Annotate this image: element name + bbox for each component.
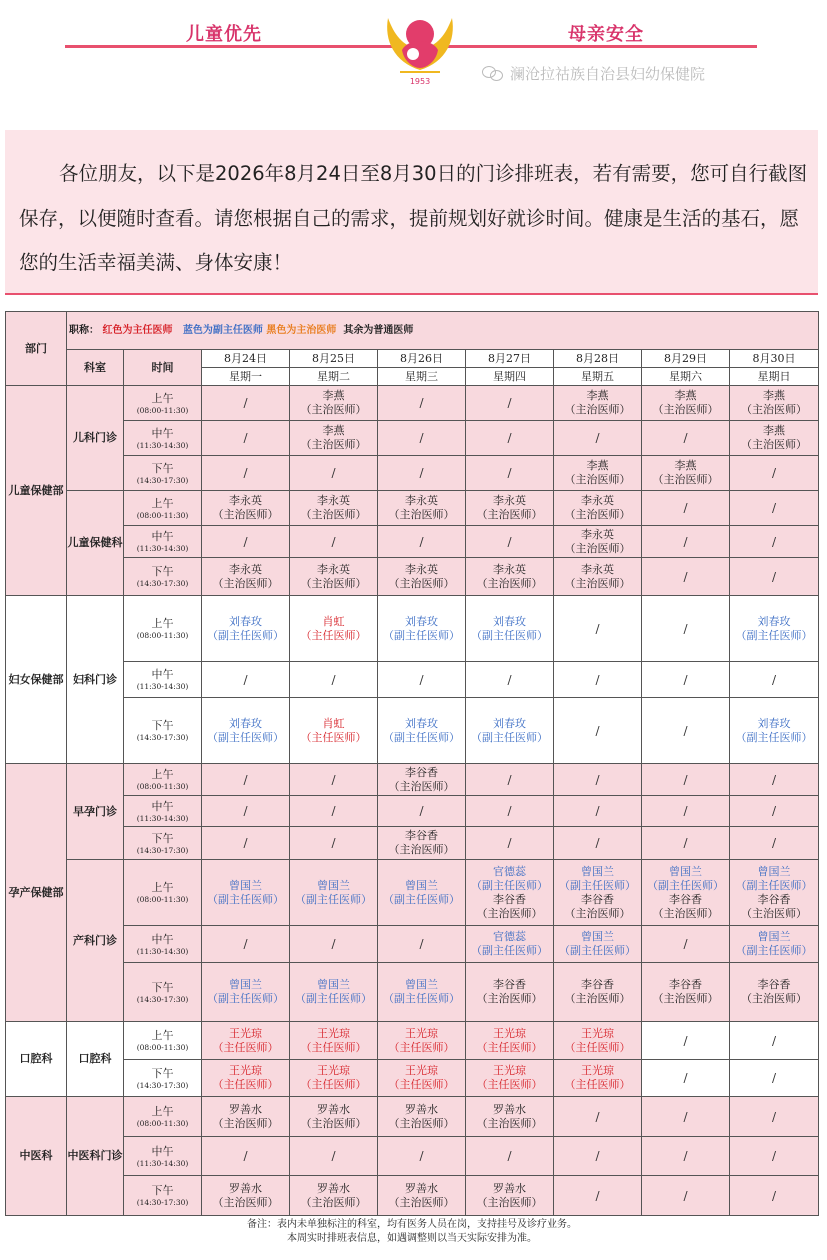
slot-empty: / bbox=[554, 827, 642, 860]
weekday-cell: 星期日 bbox=[730, 368, 819, 386]
slot-empty: / bbox=[642, 827, 730, 860]
slot-doctor: 王光琼 （主任医师） bbox=[554, 1060, 642, 1097]
slot-doctor: 李燕 （主治医师） bbox=[554, 386, 642, 421]
slot-empty: / bbox=[466, 1137, 554, 1176]
session-noon: 中午 (11:30-14:30) bbox=[124, 926, 202, 963]
slot-doctor: 曾国兰 （副主任医师） bbox=[378, 963, 466, 1022]
slot-empty: / bbox=[378, 526, 466, 558]
slot-empty: / bbox=[466, 662, 554, 698]
room-pediatrics: 儿科门诊 bbox=[67, 386, 124, 491]
slot-empty: / bbox=[730, 1097, 819, 1137]
slot-doctor: 王光琼 （主任医师） bbox=[554, 1022, 642, 1060]
slot-doctor: 刘春玫 （副主任医师） bbox=[378, 596, 466, 662]
room-obstetrics: 产科门诊 bbox=[67, 860, 124, 1022]
slot-empty: / bbox=[642, 796, 730, 827]
slot-empty: / bbox=[554, 1137, 642, 1176]
slot-empty: / bbox=[554, 1097, 642, 1137]
slot-empty: / bbox=[642, 662, 730, 698]
footnote-line-2: 本周实时排班表信息，如遇调整则以当天实际安排为准。 bbox=[287, 1232, 538, 1244]
room-tcm: 中医科门诊 bbox=[67, 1097, 124, 1216]
session-pm: 下午 (14:30-17:30) bbox=[124, 1060, 202, 1097]
slot-doctor: 李燕 （主治医师） bbox=[730, 421, 819, 456]
slot-empty: / bbox=[642, 926, 730, 963]
slot-empty: / bbox=[642, 596, 730, 662]
slot-doctor: 罗善水 （主治医师） bbox=[466, 1176, 554, 1216]
weekday-cell: 星期四 bbox=[466, 368, 554, 386]
slot-empty: / bbox=[642, 558, 730, 596]
slot-empty: / bbox=[730, 662, 819, 698]
slot-doctor: 李谷香 （主治医师） bbox=[378, 764, 466, 796]
date-cell: 8月27日 bbox=[466, 350, 554, 368]
slot-doctor: 李永英 （主治医师） bbox=[378, 558, 466, 596]
slogan-left: 儿童优先 bbox=[186, 24, 262, 45]
date-cell: 8月29日 bbox=[642, 350, 730, 368]
slot-empty: / bbox=[730, 1060, 819, 1097]
slot-doctor: 李谷香 （主治医师） bbox=[466, 963, 554, 1022]
slot-empty: / bbox=[642, 698, 730, 764]
slot-empty: / bbox=[378, 1137, 466, 1176]
slot-doctor: 李谷香 （主治医师） bbox=[730, 963, 819, 1022]
dept-maternity: 孕产保健部 bbox=[6, 764, 67, 1022]
slot-empty: / bbox=[466, 827, 554, 860]
slot-empty: / bbox=[730, 1022, 819, 1060]
slot-doctor: 官德蕊 （副主任医师） bbox=[466, 926, 554, 963]
dept-child: 儿童保健部 bbox=[6, 386, 67, 596]
footnote-line-1: 备注：表内未单独标注的科室，均有医务人员在岗，支持挂号及诊疗业务。 bbox=[247, 1218, 578, 1230]
slot-empty: / bbox=[730, 558, 819, 596]
watermark-text: 澜沧拉祜族自治县妇幼保健院 bbox=[510, 65, 706, 83]
weekday-cell: 星期三 bbox=[378, 368, 466, 386]
slot-doctor: 李永英 （主治医师） bbox=[466, 491, 554, 526]
slot-empty: / bbox=[202, 662, 290, 698]
slot-doctor: 李永英 （主治医师） bbox=[202, 491, 290, 526]
room-dental: 口腔科 bbox=[67, 1022, 124, 1097]
slot-empty: / bbox=[730, 526, 819, 558]
intro-box bbox=[5, 130, 818, 295]
date-cell: 8月24日 bbox=[202, 350, 290, 368]
slot-empty: / bbox=[466, 386, 554, 421]
slot-empty: / bbox=[554, 421, 642, 456]
slot-doctor: 曾国兰 （副主任医师） bbox=[202, 860, 290, 926]
room-gyn: 妇科门诊 bbox=[67, 596, 124, 764]
slot-empty: / bbox=[642, 1176, 730, 1216]
session-am: 上午 (08:00-11:30) bbox=[124, 764, 202, 796]
slot-empty: / bbox=[378, 456, 466, 491]
dept-tcm: 中医科 bbox=[6, 1097, 67, 1216]
slot-empty: / bbox=[378, 421, 466, 456]
slot-doctor: 刘春玫 （副主任医师） bbox=[202, 698, 290, 764]
slot-empty: / bbox=[466, 456, 554, 491]
slot-empty: / bbox=[290, 1137, 378, 1176]
dept-women: 妇女保健部 bbox=[6, 596, 67, 764]
slot-doctor: 李永英 （主治医师） bbox=[290, 558, 378, 596]
session-am: 上午 (08:00-11:30) bbox=[124, 386, 202, 421]
schedule-table bbox=[5, 311, 819, 1248]
slot-empty: / bbox=[290, 764, 378, 796]
slot-empty: / bbox=[290, 926, 378, 963]
slot-doctor: 王光琼 （主任医师） bbox=[378, 1060, 466, 1097]
slot-empty: / bbox=[466, 796, 554, 827]
slot-doctor: 曾国兰 （副主任医师） bbox=[290, 860, 378, 926]
header bbox=[0, 0, 827, 100]
session-pm: 下午 (14:30-17:30) bbox=[124, 1176, 202, 1216]
slot-empty: / bbox=[202, 1137, 290, 1176]
wechat-icon bbox=[482, 66, 504, 80]
slot-doctor: 肖虹 （主任医师） bbox=[290, 698, 378, 764]
slot-doctor: 罗善水 （主治医师） bbox=[378, 1097, 466, 1137]
slot-empty: / bbox=[554, 698, 642, 764]
legend: 职称： 红色为主任医师 蓝色为副主任医师 黑色为主治医师 其余为普通医师 bbox=[67, 312, 819, 350]
slot-doctor: 罗善水 （主治医师） bbox=[202, 1097, 290, 1137]
slot-empty: / bbox=[730, 764, 819, 796]
session-pm: 下午 (14:30-17:30) bbox=[124, 827, 202, 860]
slot-empty: / bbox=[642, 526, 730, 558]
slot-empty: / bbox=[378, 662, 466, 698]
slot-empty: / bbox=[290, 827, 378, 860]
slot-doctor: 李燕 （主治医师） bbox=[642, 386, 730, 421]
slot-empty: / bbox=[730, 1176, 819, 1216]
slot-doctor: 罗善水 （主治医师） bbox=[290, 1176, 378, 1216]
session-pm: 下午 (14:30-17:30) bbox=[124, 963, 202, 1022]
slot-doctor: 王光琼 （主任医师） bbox=[378, 1022, 466, 1060]
slot-empty: / bbox=[642, 491, 730, 526]
slot-empty: / bbox=[554, 596, 642, 662]
slot-doctor: 李永英 （主治医师） bbox=[466, 558, 554, 596]
slot-empty: / bbox=[378, 926, 466, 963]
slot-doctor: 曾国兰 （副主任医师） 李谷香 （主治医师） bbox=[642, 860, 730, 926]
slot-empty: / bbox=[554, 796, 642, 827]
slot-doctor: 刘春玫 （副主任医师） bbox=[466, 596, 554, 662]
session-am: 上午 (08:00-11:30) bbox=[124, 596, 202, 662]
date-cell: 8月26日 bbox=[378, 350, 466, 368]
slot-doctor: 李燕 （主治医师） bbox=[290, 421, 378, 456]
slot-doctor: 李永英 （主治医师） bbox=[554, 491, 642, 526]
slot-doctor: 王光琼 （主任医师） bbox=[466, 1022, 554, 1060]
date-cell: 8月28日 bbox=[554, 350, 642, 368]
slot-empty: / bbox=[378, 796, 466, 827]
slot-doctor: 王光琼 （主任医师） bbox=[290, 1060, 378, 1097]
slot-doctor: 官德蕊 （副主任医师） 李谷香 （主治医师） bbox=[466, 860, 554, 926]
slot-empty: / bbox=[642, 764, 730, 796]
slot-doctor: 李谷香 （主治医师） bbox=[554, 963, 642, 1022]
slot-doctor: 曾国兰 （副主任医师） bbox=[202, 963, 290, 1022]
session-noon: 中午 (11:30-14:30) bbox=[124, 1137, 202, 1176]
slot-doctor: 曾国兰 （副主任医师） bbox=[554, 926, 642, 963]
intro-text: 各位朋友，以下是2026年8月24日至8月30日的门诊排班表，若有需要，您可自行截图保存，以便随时查看。请您根据自己的需求，提前规划好就诊时间。健康是生活的基石，愿您的生活幸福美满、身体安康！ bbox=[19, 162, 808, 274]
slot-empty: / bbox=[466, 764, 554, 796]
slot-doctor: 罗善水 （主治医师） bbox=[378, 1176, 466, 1216]
slot-empty: / bbox=[202, 421, 290, 456]
hospital-logo bbox=[380, 10, 460, 90]
slot-empty: / bbox=[290, 796, 378, 827]
slot-doctor: 李燕 （主治医师） bbox=[554, 456, 642, 491]
slot-empty: / bbox=[290, 526, 378, 558]
slot-doctor: 曾国兰 （副主任医师） 李谷香 （主治医师） bbox=[554, 860, 642, 926]
slot-doctor: 李永英 （主治医师） bbox=[378, 491, 466, 526]
session-pm: 下午 (14:30-17:30) bbox=[124, 558, 202, 596]
session-pm: 下午 (14:30-17:30) bbox=[124, 456, 202, 491]
slot-empty: / bbox=[730, 796, 819, 827]
slot-empty: / bbox=[730, 491, 819, 526]
room-early-pregnancy: 早孕门诊 bbox=[67, 764, 124, 860]
slot-empty: / bbox=[202, 827, 290, 860]
slot-doctor: 李燕 （主治医师） bbox=[642, 456, 730, 491]
slot-doctor: 罗善水 （主治医师） bbox=[466, 1097, 554, 1137]
dept-dental: 口腔科 bbox=[6, 1022, 67, 1097]
slot-doctor: 李谷香 （主治医师） bbox=[378, 827, 466, 860]
weekday-cell: 星期一 bbox=[202, 368, 290, 386]
room-child-care: 儿童保健科 bbox=[67, 491, 124, 596]
slot-empty: / bbox=[554, 764, 642, 796]
slot-empty: / bbox=[202, 764, 290, 796]
slot-doctor: 王光琼 （主任医师） bbox=[466, 1060, 554, 1097]
slot-doctor: 李永英 （主治医师） bbox=[554, 558, 642, 596]
slot-doctor: 李燕 （主治医师） bbox=[290, 386, 378, 421]
weekday-cell: 星期二 bbox=[290, 368, 378, 386]
logo-year: 1953 bbox=[409, 77, 431, 86]
slot-doctor: 刘春玫 （副主任医师） bbox=[378, 698, 466, 764]
slot-doctor: 曾国兰 （副主任医师） bbox=[378, 860, 466, 926]
session-noon: 中午 (11:30-14:30) bbox=[124, 662, 202, 698]
slot-empty: / bbox=[554, 1176, 642, 1216]
slot-doctor: 肖虹 （主任医师） bbox=[290, 596, 378, 662]
slot-empty: / bbox=[730, 827, 819, 860]
footnote bbox=[6, 1216, 819, 1248]
slot-doctor: 王光琼 （主任医师） bbox=[290, 1022, 378, 1060]
slot-empty: / bbox=[554, 662, 642, 698]
dept-header: 部门 bbox=[6, 312, 67, 386]
slot-empty: / bbox=[642, 1060, 730, 1097]
weekday-cell: 星期五 bbox=[554, 368, 642, 386]
slot-doctor: 曾国兰 （副主任医师） 李谷香 （主治医师） bbox=[730, 860, 819, 926]
slot-doctor: 罗善水 （主治医师） bbox=[290, 1097, 378, 1137]
slot-doctor: 曾国兰 （副主任医师） bbox=[730, 926, 819, 963]
date-cell: 8月30日 bbox=[730, 350, 819, 368]
slot-doctor: 罗善水 （主治医师） bbox=[202, 1176, 290, 1216]
session-am: 上午 (08:00-11:30) bbox=[124, 1022, 202, 1060]
slot-doctor: 刘春玫 （副主任医师） bbox=[730, 596, 819, 662]
time-header: 时间 bbox=[124, 350, 202, 386]
session-am: 上午 (08:00-11:30) bbox=[124, 491, 202, 526]
session-noon: 中午 (11:30-14:30) bbox=[124, 526, 202, 558]
slot-empty: / bbox=[378, 386, 466, 421]
slot-empty: / bbox=[730, 1137, 819, 1176]
slot-empty: / bbox=[202, 456, 290, 491]
slot-empty: / bbox=[290, 456, 378, 491]
watermark bbox=[482, 63, 705, 84]
slot-doctor: 李永英 （主治医师） bbox=[290, 491, 378, 526]
slot-empty: / bbox=[202, 386, 290, 421]
weekday-cell: 星期六 bbox=[642, 368, 730, 386]
slot-doctor: 李谷香 （主治医师） bbox=[642, 963, 730, 1022]
session-am: 上午 (08:00-11:30) bbox=[124, 860, 202, 926]
session-am: 上午 (08:00-11:30) bbox=[124, 1097, 202, 1137]
slot-doctor: 李永英 （主治医师） bbox=[202, 558, 290, 596]
slot-empty: / bbox=[466, 526, 554, 558]
slot-empty: / bbox=[642, 1137, 730, 1176]
slot-empty: / bbox=[202, 526, 290, 558]
room-header: 科室 bbox=[67, 350, 124, 386]
slot-doctor: 刘春玫 （副主任医师） bbox=[466, 698, 554, 764]
slot-empty: / bbox=[642, 1022, 730, 1060]
slot-empty: / bbox=[290, 662, 378, 698]
slot-empty: / bbox=[730, 456, 819, 491]
slot-doctor: 刘春玫 （副主任医师） bbox=[730, 698, 819, 764]
slot-doctor: 李永英 （主治医师） bbox=[554, 526, 642, 558]
slot-doctor: 刘春玫 （副主任医师） bbox=[202, 596, 290, 662]
slot-empty: / bbox=[202, 796, 290, 827]
slot-doctor: 曾国兰 （副主任医师） bbox=[290, 963, 378, 1022]
session-noon: 中午 (11:30-14:30) bbox=[124, 421, 202, 456]
slogan-right: 母亲安全 bbox=[568, 24, 644, 45]
slot-empty: / bbox=[642, 1097, 730, 1137]
slot-doctor: 李燕 （主治医师） bbox=[730, 386, 819, 421]
slot-doctor: 王光琼 （主任医师） bbox=[202, 1022, 290, 1060]
slot-empty: / bbox=[642, 421, 730, 456]
slot-doctor: 王光琼 （主任医师） bbox=[202, 1060, 290, 1097]
slot-empty: / bbox=[202, 926, 290, 963]
slot-empty: / bbox=[466, 421, 554, 456]
session-noon: 中午 (11:30-14:30) bbox=[124, 796, 202, 827]
date-cell: 8月25日 bbox=[290, 350, 378, 368]
session-pm: 下午 (14:30-17:30) bbox=[124, 698, 202, 764]
